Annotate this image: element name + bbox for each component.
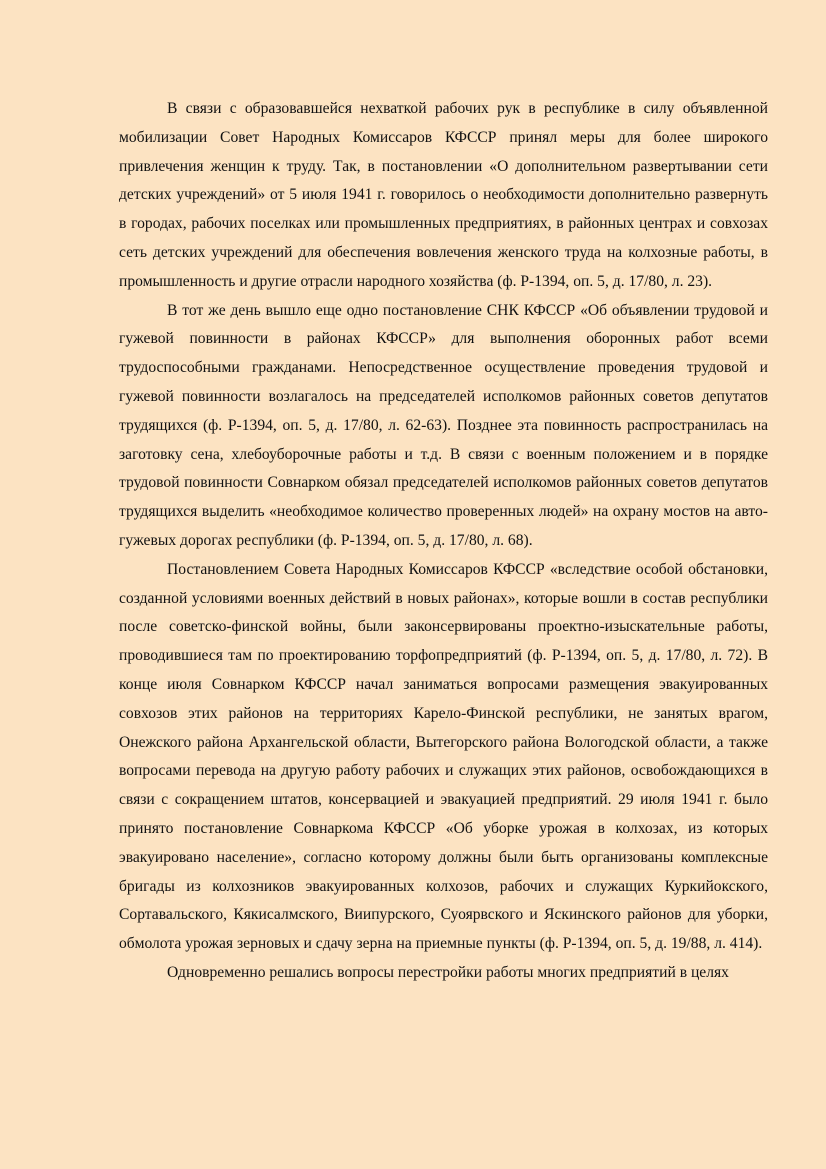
paragraph-women-labor: В связи с образовавшейся нехваткой рабочих рук в республике в силу объявленной мобилизации Совет Народных Комиссаров КФССР принял меры для более широкого привлечения женщин к труду. Так, в постановлении «О дополнительном развертывании сети детских учреждений» от 5 июля 1941 г. говорилось о необходимости дополнительно развернуть в городах, рабочих поселках или промышленных предприятиях, в районных центрах и совхозах сеть детских учреждений для обеспечения вовлечения женского труда на колхозные работы, в промышленность и другие отрасли народного хозяйства (ф. Р-1394, оп. 5, д. 17/80, л. 23). <box>119 100 768 290</box>
paragraph-enterprise-restructuring: Одновременно решались вопросы перестройки работы многих предприятий в целях <box>167 963 729 981</box>
paragraph-labor-duty: В тот же день вышло еще одно постановление СНК КФССР «Об объявлении трудовой и гужевой повинности в районах КФССР» для выполнения оборонных работ всеми трудоспособными гражданами. Непосредственное осуществление проведения трудовой и гужевой повинности возлагалось на председателей исполкомов районных советов депутатов трудящихся (ф. Р-1394, оп. 5, д. 17/80, л. 62-63). Позднее эта повинность распространилась на заготовку сена, хлебоуборочные работы и т.д. В связи с военным положением и в порядке трудовой повинности Совнарком обязал председателей исполкомов районных советов депутатов трудящихся выделить «необходимое количество проверенных людей» на охрану мостов на авто-гужевых дорогах республики (ф. Р-1394, оп. 5, д. 17/80, л. 68). <box>119 301 768 549</box>
paragraph-evacuation: Постановлением Совета Народных Комиссаров КФССР «вследствие особой обстановки, созданной условиями военных действий в новых районах», которые вошли в состав республики после советско-финской войны, были законсервированы проектно-изыскательные работы, проводившиеся там по проектированию торфопредприятий (ф. Р-1394, оп. 5, д. 17/80, л. 72). В конце июля Совнарком КФССР начал заниматься вопросами размещения эвакуированных совхозов этих районов на территориях Карело-Финской республики, не занятых врагом, Онежского района Архангельской области, Вытегорского района Вологодской области, а также вопросами перевода на другую работу рабочих и служащих этих районов, освобождающихся в связи с сокращением штатов, консервацией и эвакуацией предприятий. 29 июля 1941 г. было принято постановление Совнаркома КФССР «Об уборке урожая в колхозах, из которых эвакуировано население», согласно которому должны были быть организованы комплексные бригады из колхозников эвакуированных колхозов, рабочих и служащих Куркийокского, Сортавальского, Кякисалмского, Виипурского, Суоярвского и Яскинского районов для уборки, обмолота урожая зерновых и сдачу зерна на приемные пункты (ф. Р-1394, оп. 5, д. 19/88, л. 414). <box>119 560 768 953</box>
document-page <box>119 95 768 988</box>
